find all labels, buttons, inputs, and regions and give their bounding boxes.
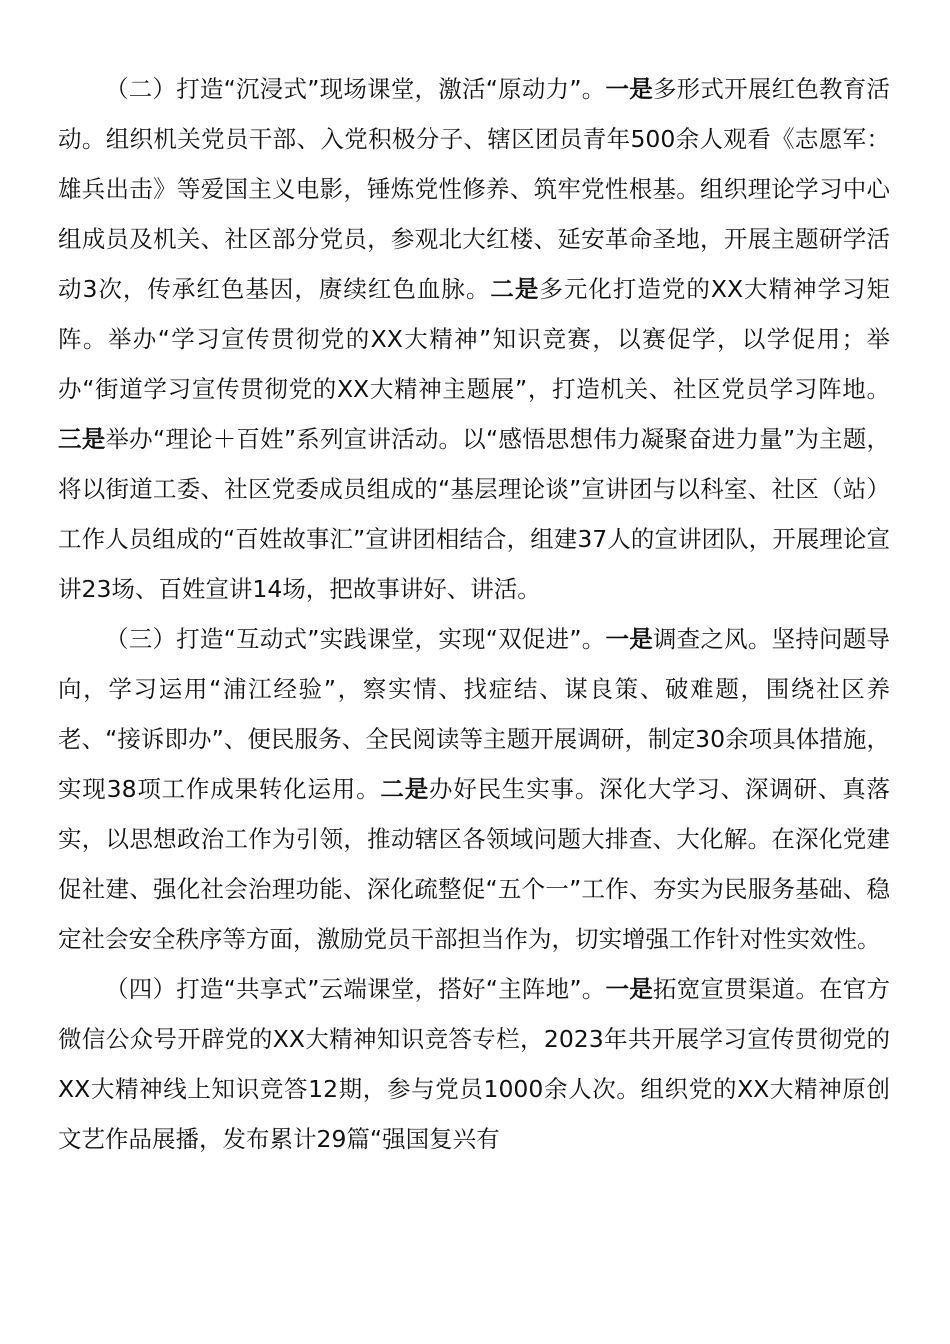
body-text: 拓宽宣贯渠道。在官方微信公众号开辟党的XX大精神知识竞答专栏，2023年共开展学习宣传贯彻党的XX大精神线上知识竞答12期，参与党员1000余人次。组织党的XX大精神原创文艺作品展播，发布累计29篇“强国复兴有 — [58, 975, 891, 1153]
document-body — [58, 64, 890, 1164]
body-text: 办好民生实事。深化大学习、深调研、真落实，以思想政治工作为引领，推动辖区各领域问题大排查、大化解。在深化党建促社建、强化社会治理功能、深化疏整促“五个一”工作、夯实为民服务基础、稳定社会安全秩序等方面，激励党员干部担当作为，切实增强工作针对性实效性。 — [58, 775, 891, 953]
heading-text: （三）打造“互动式”实践课堂，实现“双促进”。 — [105, 625, 606, 653]
paragraph-2 — [58, 64, 890, 614]
heading-text: （二）打造“沉浸式”现场课堂，激活“原动力”。 — [105, 75, 606, 103]
heading-text: （四）打造“共享式”云端课堂，搭好“主阵地”。 — [105, 975, 606, 1003]
body-text: 调查之风。坚持问题导向，学习运用“浦江经验”，察实情、找症结、谋良策、破难题，围绕社区养老、“接诉即办”、便民服务、全民阅读等主题开展调研，制定30余项具体措施，实现38项工作成果转化运用。 — [58, 625, 891, 803]
bold-marker: 一是 — [605, 625, 653, 653]
bold-marker: 一是 — [605, 75, 653, 103]
body-text: 举办“理论＋百姓”系列宣讲活动。以“感悟思想伟力凝聚奋进力量”为主题，将以街道工委、社区党委成员组成的“基层理论谈”宣讲团与以科室、社区（站）工作人员组成的“百姓故事汇”宣讲团相结合，组建37人的宣讲团队，开展理论宣讲23场、百姓宣讲14场，把故事讲好、讲活。 — [58, 425, 890, 603]
bold-marker: 三是 — [58, 425, 106, 453]
paragraph-4 — [58, 964, 890, 1164]
bold-marker: 二是 — [490, 275, 540, 303]
bold-marker: 二是 — [380, 775, 430, 803]
body-text: 多元化打造党的XX大精神学习矩阵。举办“学习宣传贯彻党的XX大精神”知识竞赛，以赛促学，以学促用；举办“街道学习宣传贯彻党的XX大精神主题展”，打造机关、社区党员学习阵地。 — [58, 275, 891, 403]
body-text: 多形式开展红色教育活动。组织机关党员干部、入党积极分子、辖区团员青年500余人观看《志愿军：雄兵出击》等爱国主义电影，锤炼党性修养、筑牢党性根基。组织理论学习中心组成员及机关、社区部分党员，参观北大红楼、延安革命圣地，开展主题研学活动3次，传承红色基因，赓续红色血脉。 — [58, 75, 891, 303]
bold-marker: 一是 — [605, 975, 653, 1003]
paragraph-3 — [58, 614, 890, 964]
